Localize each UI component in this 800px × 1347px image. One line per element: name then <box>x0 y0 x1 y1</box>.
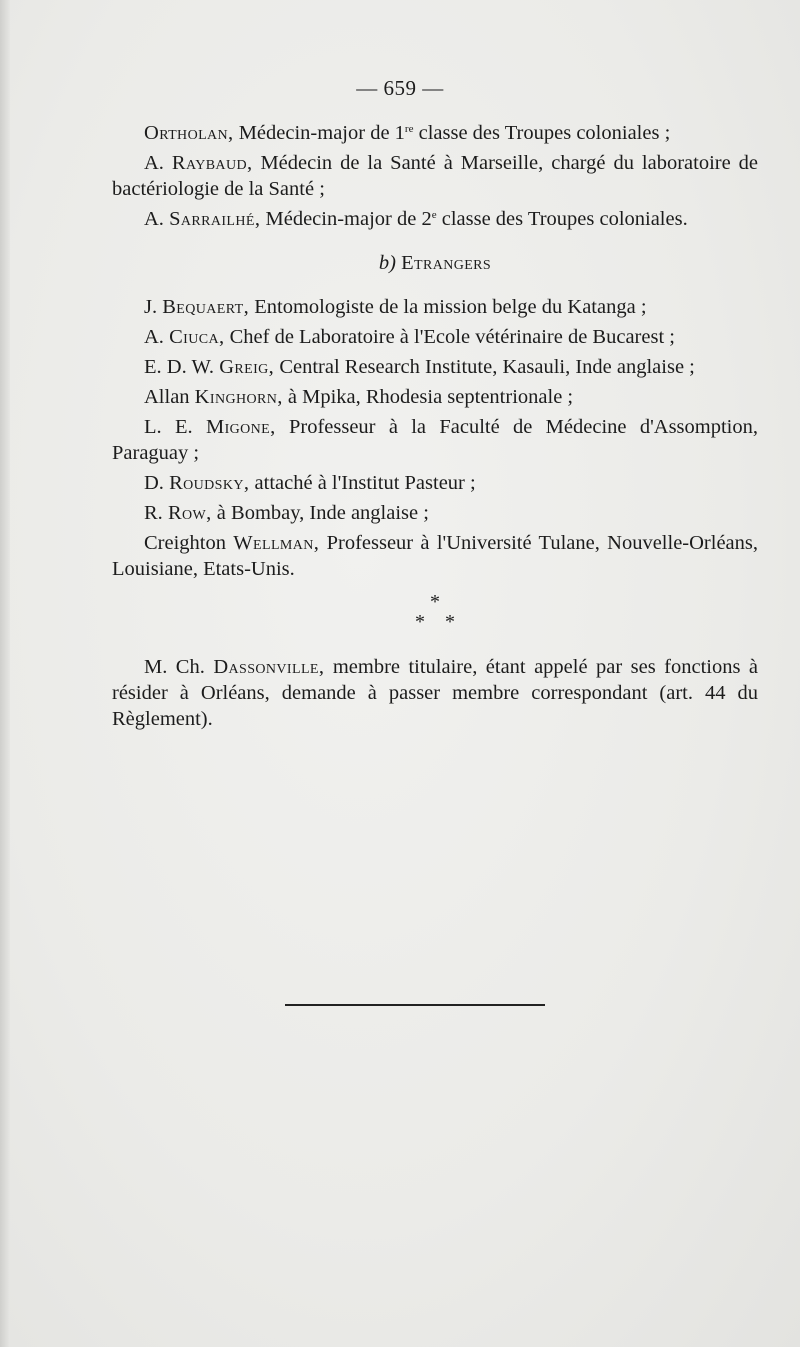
member-initial: E. D. W. <box>144 356 220 378</box>
member-description: Central Research Institute, Kasauli, Inde anglaise ; <box>274 356 695 378</box>
section-letter: b) <box>378 252 396 274</box>
member-description: Chef de Laboratoire à l'Ecole vétérinaire de Bucarest ; <box>224 326 675 348</box>
member-entry <box>112 470 758 496</box>
member-description: Médecin de la Santé à Marseille, chargé du laboratoire de bactériologie de la Santé ; <box>112 152 758 200</box>
member-entry <box>112 414 758 466</box>
ordinal-suffix: re <box>404 123 414 135</box>
member-name: Bequaert, <box>162 296 250 318</box>
member-description-end: classe des Troupes coloniales. <box>436 208 688 230</box>
member-initial: Allan <box>144 386 195 408</box>
member-name: Sarrailhé, <box>169 208 261 230</box>
member-name: Roudsky, <box>169 472 250 494</box>
member-description: Entomologiste de la mission belge du Katanga ; <box>249 296 647 318</box>
member-name: Raybaud, <box>171 152 253 174</box>
member-description: Médecin-major de 2 <box>260 208 432 230</box>
member-description: Professeur à l'Université Tulane, Nouvelle-Orléans, Louisiane, Etats-Unis. <box>112 532 758 580</box>
member-initial: A. <box>144 208 170 230</box>
member-name: Row, <box>167 502 212 524</box>
member-entry <box>112 294 758 320</box>
member-name: Kinghorn, <box>194 386 283 408</box>
member-initial: A. <box>144 326 170 348</box>
member-initial: R. <box>144 502 168 524</box>
note-text: membre titulaire, étant appelé par ses fonctions à résider à Orléans, demande à passer membre correspondant (art. 44 du Règlement). <box>112 656 758 730</box>
member-entry-sarrailhe <box>112 206 758 232</box>
asterism-star: * <box>445 611 455 633</box>
member-initial: J. <box>144 296 163 318</box>
text-block <box>112 120 758 732</box>
book-spine-shadow <box>0 0 10 1347</box>
section-heading <box>112 250 758 276</box>
member-entry <box>112 324 758 350</box>
member-entry-raybaud <box>112 150 758 202</box>
member-description: Professeur à la Faculté de Médecine d'Assomption, Paraguay ; <box>112 416 758 464</box>
member-entry <box>112 354 758 380</box>
asterism-separator <box>112 592 758 632</box>
member-description: à Bombay, Inde anglaise ; <box>211 502 429 524</box>
page-number: — 659 — <box>356 76 444 100</box>
member-name: Greig, <box>219 356 275 378</box>
asterism-star: * <box>430 591 440 613</box>
member-description: à Mpika, Rhodesia septentrionale ; <box>282 386 574 408</box>
member-initial: A. <box>144 152 172 174</box>
member-description: Médecin-major de 1 <box>233 122 405 144</box>
member-entry <box>112 500 758 526</box>
asterism-star: * <box>415 611 425 633</box>
member-name: Migone, <box>205 416 276 438</box>
foreign-members-list <box>112 294 758 582</box>
member-name: Ortholan, <box>144 122 234 144</box>
member-entry <box>112 384 758 410</box>
asterism-row-top <box>112 592 758 612</box>
member-entry <box>112 530 758 582</box>
member-entry-ortholan <box>112 120 758 146</box>
note-initial: M. Ch. <box>144 656 214 678</box>
member-initial: L. E. <box>144 416 206 438</box>
member-name: Ciuca, <box>169 326 225 348</box>
note-name: Dassonville, <box>213 656 325 678</box>
end-rule <box>285 1004 545 1006</box>
ordinal-suffix: e <box>431 209 437 221</box>
member-description: attaché à l'Institut Pasteur ; <box>249 472 476 494</box>
member-initial: Creighton <box>144 532 234 554</box>
section-title: Etrangers <box>401 252 492 274</box>
member-description-end: classe des Troupes coloniales ; <box>413 122 671 144</box>
membership-note <box>112 654 758 732</box>
member-initial: D. <box>144 472 170 494</box>
asterism-row-bottom <box>112 612 758 632</box>
member-name: Wellman, <box>233 532 320 554</box>
